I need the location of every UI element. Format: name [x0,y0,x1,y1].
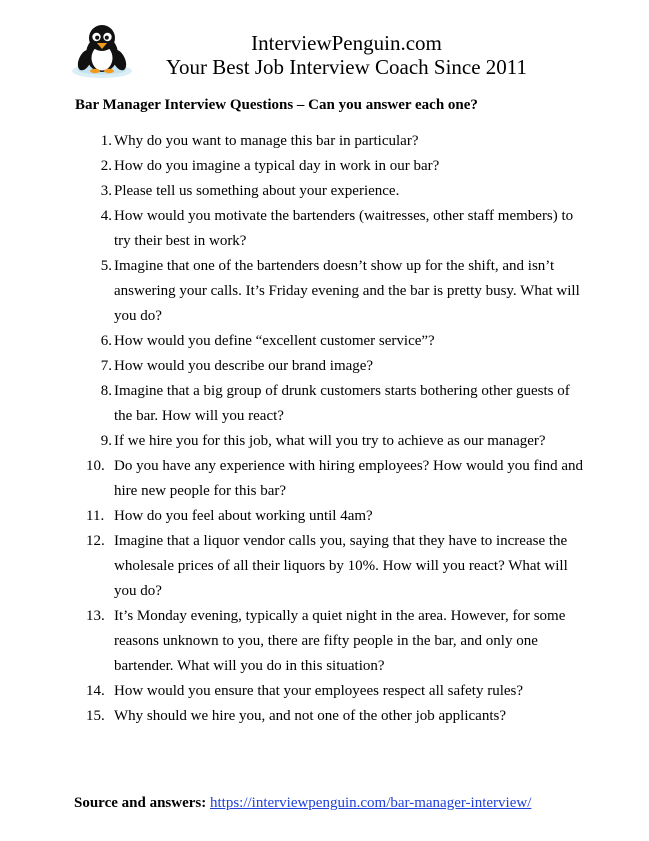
list-item [88,154,588,179]
list-item-text: Why do you want to manage this bar in particular? [114,133,419,149]
list-item-text: It’s Monday evening, typically a quiet night in the area. However, for some reasons unknown to you, there are fifty people in the bar, and only one bartender. What will you do in this situation? [114,608,566,674]
list-item-number: 5. [100,258,112,274]
list-item [88,204,588,254]
list-item-number: 9. [100,433,112,449]
site-tagline: Your Best Job Interview Coach Since 2011 [165,55,528,79]
list-item-text: Do you have any experience with hiring employees? How would you find and hire new people for this bar? [114,458,584,499]
list-item-text: How do you feel about working until 4am? [114,508,373,524]
list-item-text: Please tell us something about your experience. [114,183,400,199]
page-title: Bar Manager Interview Questions – Can you answer each one? [75,97,478,113]
list-item [88,254,588,329]
question-list [88,129,588,729]
list-item [88,354,588,379]
list-item-text: How would you define “excellent customer service”? [114,333,435,349]
list-item-number: 12. [86,533,105,549]
list-item-text: How would you motivate the bartenders (waitresses, other staff members) to try their best in work? [114,208,574,249]
list-item-number: 15. [86,708,105,724]
list-item [88,179,588,204]
list-item-text: Imagine that a liquor vendor calls you, saying that they have to increase the wholesale prices of all their liquors by 10%. How will you react? What will you do? [114,533,568,599]
source-label: Source and answers: [74,795,207,811]
list-item [88,329,588,354]
list-item-text: How do you imagine a typical day in work in our bar? [114,158,440,174]
list-item-number: 10. [86,458,105,474]
list-item [88,704,588,729]
list-item-number: 1. [100,133,112,149]
source-link[interactable]: https://interviewpenguin.com/bar-manager-interview/ [209,795,532,811]
list-item [88,529,588,604]
list-item-text: Imagine that one of the bartenders doesn’t show up for the shift, and isn’t answering your calls. It’s Friday evening and the bar is pretty busy. What will you do? [114,258,580,324]
list-item-number: 11. [86,508,105,524]
list-item-text: How would you ensure that your employees respect all safety rules? [114,683,524,699]
list-item-number: 2. [100,158,112,174]
list-item-text: Imagine that a big group of drunk customers starts bothering other guests of the bar. How will you react? [114,383,570,424]
list-item-text: If we hire you for this job, what will you try to achieve as our manager? [114,433,546,449]
site-name: InterviewPenguin.com [251,31,442,55]
list-item-text: Why should we hire you, and not one of the other job applicants? [114,708,506,724]
list-item [88,429,588,454]
list-item-number: 13. [86,608,105,624]
list-item-number: 14. [86,683,105,699]
page-header [0,0,649,90]
list-item-number: 6. [100,333,112,349]
list-item [88,454,588,504]
list-item [88,604,588,679]
list-item [88,679,588,704]
source-footer [74,793,531,813]
list-item-text: How would you describe our brand image? [114,358,374,374]
list-item [88,379,588,429]
list-item [88,129,588,154]
list-item-number: 7. [100,358,112,374]
list-item-number: 8. [100,383,112,399]
list-item-number: 4. [100,208,112,224]
list-item-number: 3. [100,183,112,199]
list-item [88,504,588,529]
